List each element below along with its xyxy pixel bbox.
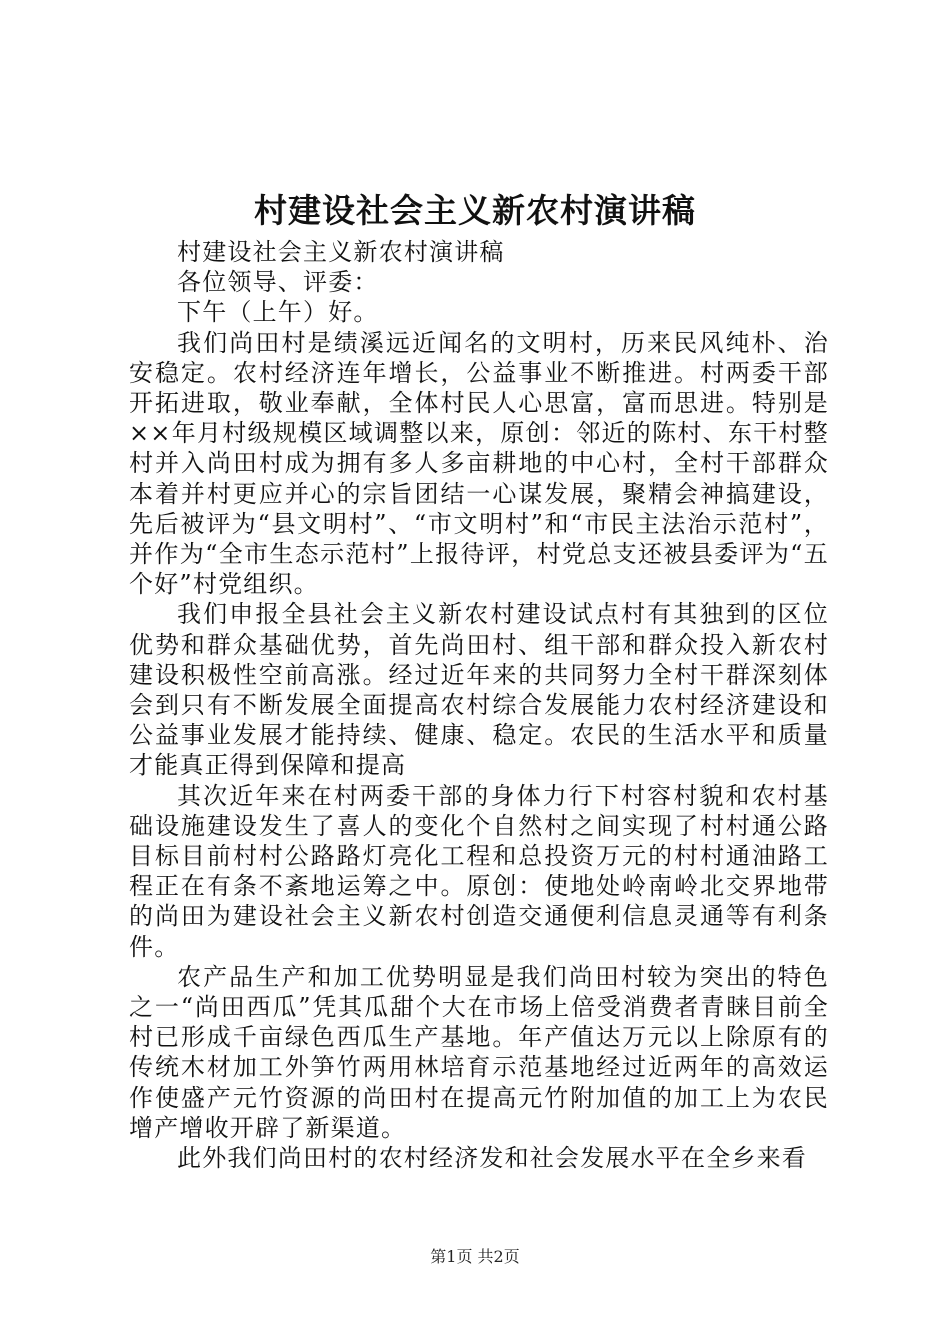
paragraph-intro: 我们尚田村是绩溪远近闻名的文明村，历来民风纯朴、治安稳定。农村经济连年增长，公益事业不断推进。村两委干部开拓进取，敬业奉献，全体村民人心思富，富而思进。特别是××年月村级规模区域调整以来，原创：邻近的陈村、东干村整村并入尚田村成为拥有多人多亩耕地的中心村，全村干部群众本着并村更应并心的宗旨团结一心谋发展，聚精会神搞建设，先后被评为“县文明村”、“市文明村”和“市民主法治示范村”，并作为“全市生态示范村”上报待评，村党总支还被县委评为“五个好”村党组织。 (129, 328, 829, 599)
document-body (129, 237, 829, 1173)
paragraph-heading-repeat: 村建设社会主义新农村演讲稿 (177, 238, 505, 266)
paragraph-advantage-3: 农产品生产和加工优势明显是我们尚田村较为突出的特色之一“尚田西瓜”凭其瓜甜个大在市场上倍受消费者青睐目前全村已形成千亩绿色西瓜生产基地。年产值达万元以上除原有的传统木材加工外笋竹两用林培育示范基地经过近两年的高效运作使盛产元竹资源的尚田村在提高元竹附加值的加工上为农民增产增收开辟了新渠道。 (129, 962, 829, 1142)
document-title: 村建设社会主义新农村演讲稿 (254, 191, 696, 230)
paragraph-advantage-2: 其次近年来在村两委干部的身体力行下村容村貌和农村基础设施建设发生了喜人的变化个自然村之间实现了村村通公路目标目前村村公路路灯亮化工程和总投资万元的村村通油路工程正在有条不紊地运筹之中。原创：使地处岭南岭北交界地带的尚田为建设社会主义新农村创造交通便利信息灵通等有利条件。 (129, 781, 829, 961)
paragraph-continuation: 此外我们尚田村的农村经济发和社会发展水平在全乡来看 (177, 1144, 807, 1173)
paragraph-advantage-1: 我们申报全县社会主义新农村建设试点村有其独到的区位优势和群众基础优势，首先尚田村、组干部和群众投入新农村建设积极性空前高涨。经过近年来的共同努力全村干群深刻体会到只有不断发展全面提高农村综合发展能力农村经济建设和公益事业发展才能持续、健康、稳定。农民的生活水平和质量才能真正得到保障和提高 (129, 600, 829, 780)
paragraph-salutation: 各位领导、评委： (177, 268, 379, 297)
page-footer: 第1页 共2页 (430, 1247, 520, 1266)
paragraph-greeting: 下午（上午）好。 (177, 298, 379, 327)
